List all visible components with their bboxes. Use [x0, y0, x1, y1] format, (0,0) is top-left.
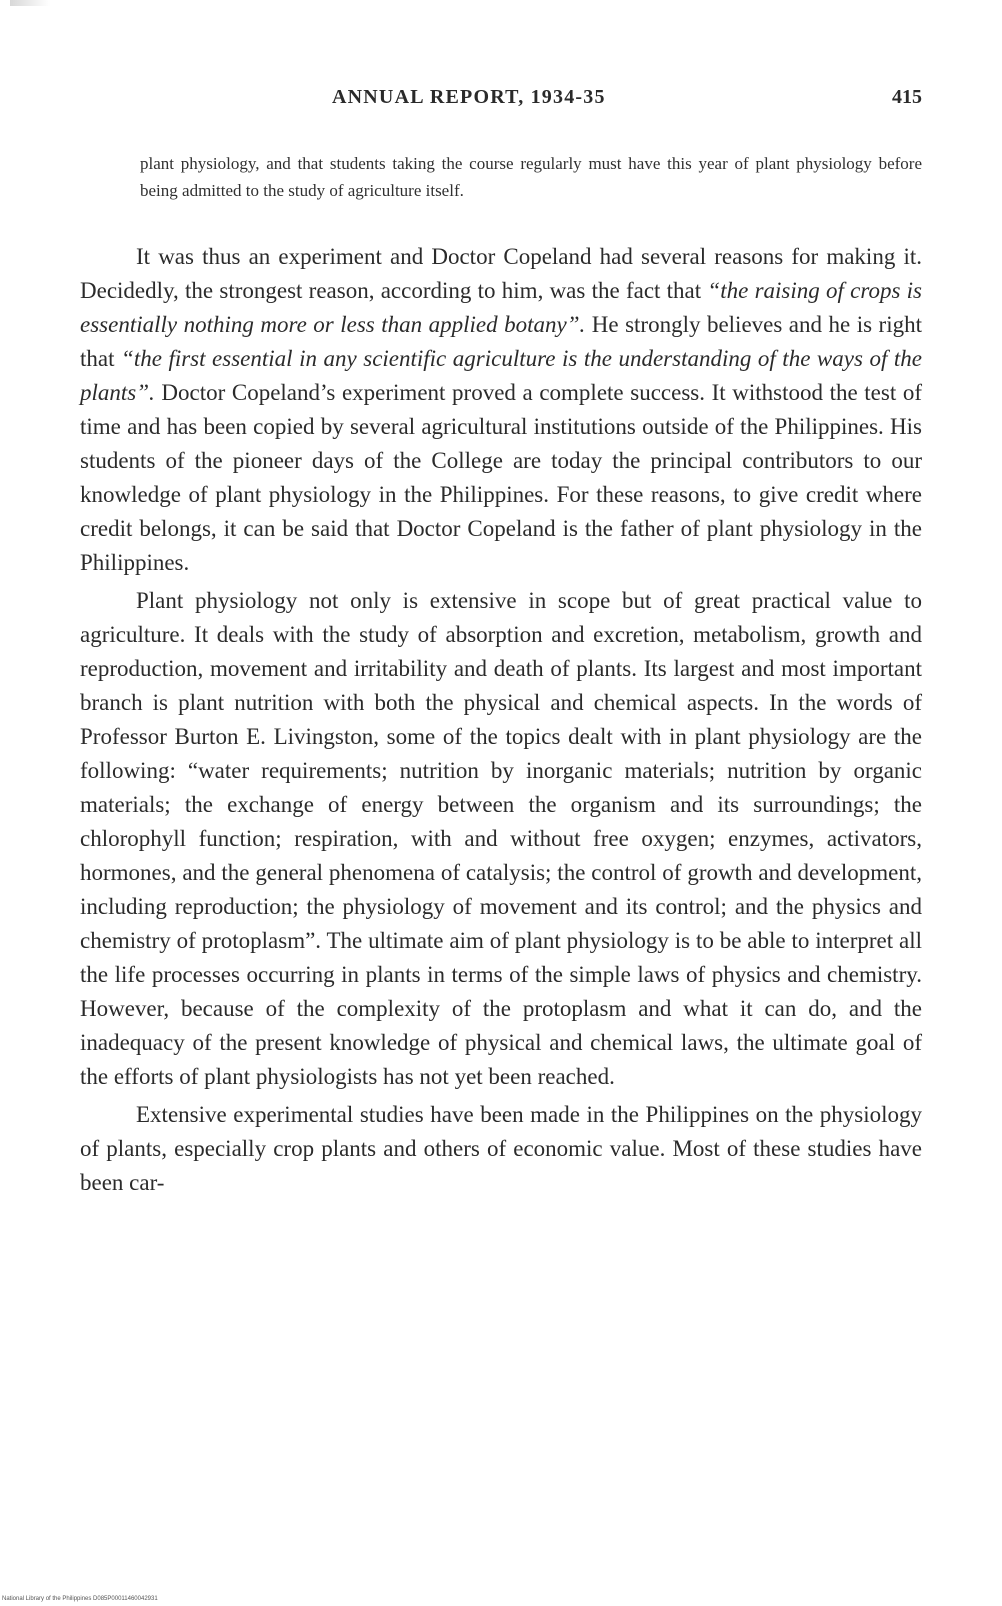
paragraph-1-part-2: He strongly believes and he is right that: [80, 312, 922, 371]
running-head: ANNUAL REPORT, 1934-35: [332, 86, 606, 108]
paragraph-copeland: [80, 240, 922, 580]
scan-artifact: [10, 0, 50, 6]
italic-quote-applied-botany: “the raising of crops is essentially nothing more or less than applied botany”.: [80, 278, 922, 337]
quoted-excerpt: plant physiology, and that students taking the course regularly must have this year of plant physiology before being admitted to the study of agriculture itself.: [140, 154, 922, 200]
page-header: [82, 86, 922, 116]
page-number: 415: [892, 86, 922, 108]
paragraph-1-part-3: Doctor Copeland’s experiment proved a complete success. It withstood the test of time and has been copied by several agricultural institutions outside of the Philippines. His students of the pioneer days of the College are today the principal contributors to our knowledge of plant physiology in the Philippines. For these reasons, to give credit where credit belongs, it can be said that Doctor Copeland is the father of plant physiology in the Philippines.: [80, 380, 922, 575]
paragraph-experimental-studies: Extensive experimental studies have been made in the Philippines on the physiology of plants, especially crop plants and others of economic value. Most of these studies have been car-: [80, 1102, 922, 1195]
footer-library-stamp: National Library of the Philippines D085P00011460042931: [2, 1596, 158, 1602]
italic-quote-ways-of-plants: “the first essential in any scientific agriculture is the understanding of the ways of the plants”.: [80, 346, 922, 405]
body-text: [80, 240, 922, 1204]
paragraph-scope: Plant physiology not only is extensive in scope but of great practical value to agriculture. It deals with the study of absorption and excretion, metabolism, growth and reproduction, movement and irritability and death of plants. Its largest and most important branch is plant nutrition with both the physical and chemical aspects. In the words of Professor Burton E. Livingston, some of the topics dealt with in plant physiology are the following: “water requirements; nutrition by inorganic materials; nutrition by organic materials; the exchange of energy between the organism and its surroundings; the chlorophyll function; respiration, with and without free oxygen; enzymes, activators, hormones, and the general phenomena of catalysis; the control of growth and development, including reproduction; the physiology of movement and its control; and the physics and chemistry of protoplasm”. The ultimate aim of plant physiology is to be able to interpret all the life processes occurring in plants in terms of the simple laws of physics and chemistry. However, because of the complexity of the protoplasm and what it can do, and the inadequacy of the present knowledge of physical and chemical laws, the ultimate goal of the efforts of plant physiologists has not yet been reached.: [80, 588, 922, 1089]
paragraph-1-part-1: It was thus an experiment and Doctor Copeland had several reasons for making it. Decidedly, the strongest reason, according to him, was the fact that: [80, 244, 922, 303]
